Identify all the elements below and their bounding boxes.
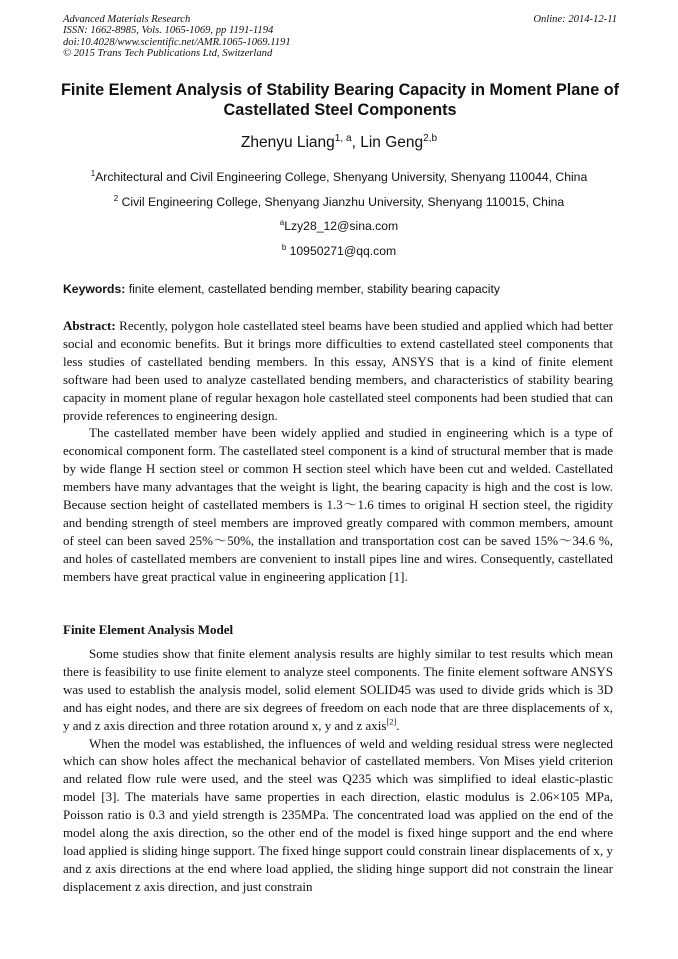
email-a-sup: a (279, 217, 285, 227)
intro-paragraph: The castellated member have been widely applied and studied in engineering which is a type of economical component form. The castellated steel component is a kind of structural member that is made by wide flange H section steel or common H section steel which have been cut and welded. Castellated members have many advantages that the weight is light, the bearing capacity is high and the cost is low. Because section height of castellated members is 1.3～1.6 times to original H section steel, the rigidity and bending strength of steel members are improved greatly compared with common members, amount of steel can been saved 25%～50%, the installation and transportation cost can be saved 15%～34.6 %, and holes of castellated members are convenient to install pipes line and wires. Consequently, castellated members have great practical value in engineering application [1]. (63, 425, 613, 584)
author-2-sup: 2,b (423, 132, 438, 144)
affiliation-1-text: Architectural and Civil Engineering College, Shenyang University, Shenyang 110044, China (95, 170, 588, 184)
author-line (0, 134, 678, 152)
affiliation-1-sup: 1 (90, 168, 96, 178)
section-paragraph-1 (63, 645, 613, 735)
keywords (63, 282, 617, 296)
section-paragraph-2: When the model was established, the influences of weld and welding residual stress were neglected which can show holes affect the mechanical behavior of castellated members. Von Mises yield criterion and related flow rule were used, and the steel was Q235 which was simplified to ideal elastic-plastic model [3]. The materials have same properties in each direction, elastic modulus is 2.06×105 MPa, Poisson ratio is 0.3 and yield strength is 235MPa. The concentrated load was applied on the end of the model along the axis direction, so the other end of the model is fixed hinge support and the end where load applied is sliding hinge support. The fixed hinge support could constrain linear displacements of x, y and z axis directions at the end where load applied, the sliding hinge support did not constrain the linear displacement z axis direction, and just constrain (63, 735, 613, 894)
affiliation-2-text: Civil Engineering College, Shenyang Jianzhu University, Shenyang 110015, China (118, 195, 565, 209)
section-heading: Finite Element Analysis Model (63, 622, 234, 637)
keywords-text: finite element, castellated bending member, stability bearing capacity (125, 282, 500, 296)
affiliation-1 (0, 170, 678, 184)
abstract-paragraph (63, 317, 613, 424)
copyright: © 2015 Trans Tech Publications Ltd, Switzerland (63, 47, 273, 59)
email-a (0, 219, 678, 233)
affiliation-2-sup: 2 (113, 193, 119, 203)
keywords-label: Keywords: (63, 282, 126, 296)
paper-title: Finite Element Analysis of Stability Bearing Capacity in Moment Plane of Castellated Steel Components (61, 81, 619, 119)
email-b-sup: b (281, 242, 287, 252)
journal-name: Advanced Materials Research (63, 14, 191, 25)
abstract (63, 317, 613, 586)
section-paragraph-1-text: Some studies show that finite element analysis results are highly similar to test results which mean there is feasibility to use finite element to analyze steel components. The finite element software ANSYS was used to establish the analysis model, solid element SOLID45 was used to divide grids which is 3D and has eight nodes, and there are six degrees of freedom on each node that are three displacements of x, y and z axis direction and three rotation around x, y and z axis (63, 646, 613, 733)
email-a-text[interactable]: Lzy28_12@sina.com (284, 219, 399, 233)
author-1-sup: 1, a (334, 132, 352, 144)
affiliation-2 (0, 195, 678, 209)
journal-header (63, 14, 617, 59)
author-2: Lin Geng (360, 134, 424, 151)
abstract-text: Recently, polygon hole castellated steel beams have been studied and applied which had better social and economic benefits. But it brings more difficulties to extend castellated steel components that less studies of castellated bending members. In this essay, ANSYS that is a kind of finite element software had been used to analyze castellated bending members, and characteristics of stability bearing capacity in moment plane of regular hexagon hole castellated steel components had been studied that can provide references to engineering design. (63, 318, 613, 423)
issn: ISSN: 1662-8985, Vols. 1065-1069, pp 1191-1194 (63, 25, 274, 37)
section-paragraph-1-end: . (396, 717, 400, 733)
abstract-label: Abstract: (63, 318, 116, 333)
doi: doi:10.4028/www.scientific.net/AMR.1065-1069.1191 (63, 36, 291, 48)
online-date: Online: 2014-12-11 (533, 14, 617, 25)
author-separator: , (351, 134, 361, 151)
email-b-text[interactable]: 10950271@qq.com (286, 244, 397, 258)
citation-ref[interactable]: [2] (386, 716, 397, 727)
section-body (63, 645, 613, 896)
email-b (0, 244, 678, 258)
author-1: Zhenyu Liang (240, 134, 335, 151)
